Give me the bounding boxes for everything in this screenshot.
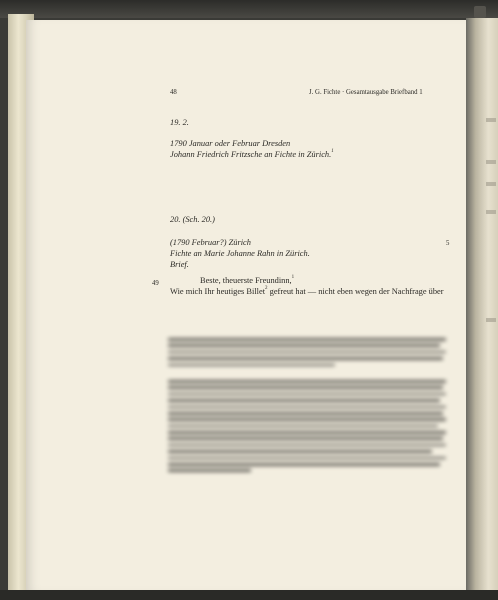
entry-20-number: 20. (Sch. 20.) <box>170 215 215 224</box>
letter-body-line <box>170 287 444 296</box>
blurred-footnotes <box>168 338 446 498</box>
scanner-bottom-bar <box>0 590 498 600</box>
show-through-text <box>486 182 496 186</box>
book-right-page-edges <box>466 18 498 594</box>
book-page <box>26 20 466 590</box>
show-through-text <box>486 160 496 164</box>
entry-19-correspondents <box>170 150 334 159</box>
page-number: 48 <box>170 89 177 96</box>
letter-salutation-text: Beste, theuerste Freundinn, <box>200 276 292 285</box>
entry-20-type: Brief. <box>170 260 189 269</box>
footnote-ref: 1 <box>331 149 334 154</box>
scanner-top-bar <box>0 0 498 18</box>
running-head: J. G. Fichte · Gesamtausgabe Briefband 1 <box>309 89 423 96</box>
entry-19-date-place: 1790 Januar oder Februar Dresden <box>170 139 291 148</box>
letter-body-start: Wie mich Ihr heutiges Billet <box>170 287 266 296</box>
footnote-ref: 1 <box>291 275 295 280</box>
original-page-marker: 49 <box>152 280 159 287</box>
scanner-corner-marker <box>474 6 486 18</box>
entry-19-number: 19. 2. <box>170 118 189 127</box>
footnote-ref: 2 <box>265 286 268 291</box>
show-through-text <box>486 318 496 322</box>
entry-19-correspondents-text: Johann Friedrich Fritzsche an Fichte in Zürich. <box>170 150 332 159</box>
show-through-text <box>486 210 496 214</box>
entry-20-correspondents: Fichte an Marie Johanne Rahn in Zürich. <box>170 249 310 258</box>
letter-body-rest: gefreut hat — nicht eben wegen der Nachfrage über <box>267 287 444 296</box>
show-through-text <box>486 118 496 122</box>
line-number-marker: 5 <box>446 240 450 247</box>
letter-salutation <box>200 276 294 285</box>
entry-20-date-place: (1790 Februar?) Zürich <box>170 238 251 247</box>
